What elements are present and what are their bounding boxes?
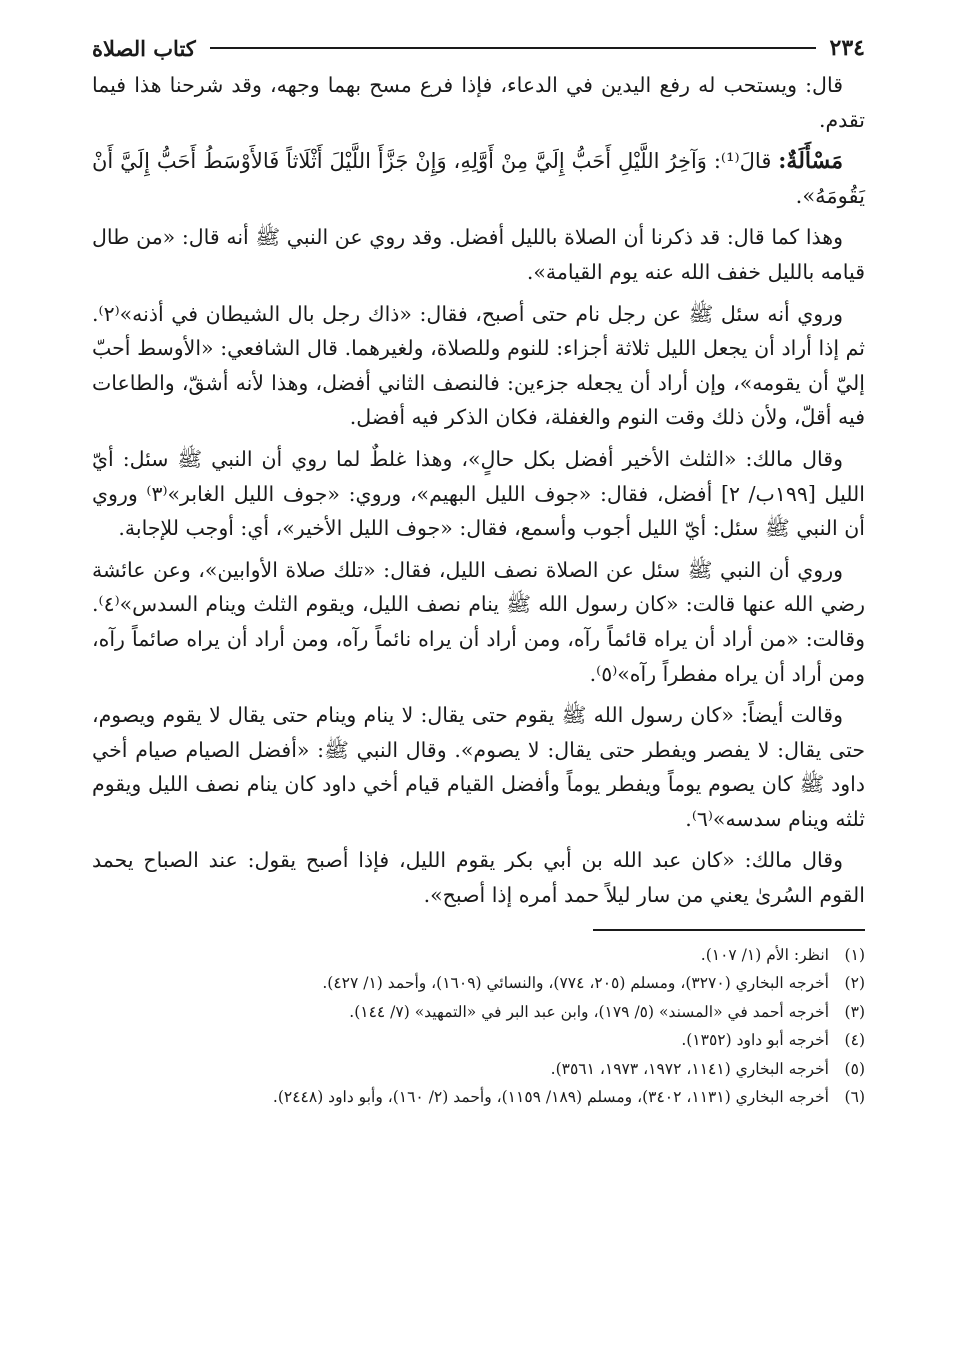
- book-title: كتاب الصلاة: [92, 35, 196, 61]
- footnote-text: أخرجه البخاري (١١٤١، ١٩٧٢، ١٩٧٣، ٣٥٦١).: [550, 1059, 829, 1078]
- footnote-text: أخرجه أحمد في «المسند» (٥/ ١٧٩)، وابن عبد البر في «التمهيد» (٧/ ١٤٤).: [349, 1002, 829, 1021]
- paragraph-1: [92, 68, 865, 137]
- paragraph-8: [92, 843, 865, 912]
- main-text: [92, 68, 865, 913]
- paragraph-6: [92, 553, 865, 691]
- footnote-separator: [593, 929, 865, 931]
- paragraph-text: وقال مالك: «الثلث الأخير أفضل بكل حالٍ»، وهذا غلطٌ لما روي أن النبي ﷺ سئل: أيّ الليل [١٩٩ب/ ٢] أفضل، فقال: «جوف الليل البهيم»، وروي: «جوف الليل الغابر»⁽٣⁾ وروي أن النبي ﷺ سئل: أيّ الليل أجوب وأسمع، فقال: «جوف الليل الأخير»، أي: أوجب للإجابة.: [92, 446, 865, 541]
- footnote-text: أخرجه البخاري (٣٢٧٠)، ومسلم (٢٠٥، ٧٧٤)، والنسائي (١٦٠٩)، وأحمد (١/ ٤٢٧).: [322, 974, 829, 993]
- footnote-5: [92, 1055, 865, 1084]
- footnote-text: أخرجه أبو داود (١٣٥٢).: [681, 1031, 829, 1050]
- paragraph-text: وروي أنه سئل ﷺ عن رجل نام حتى أصبح، فقال: «ذاك رجل بال الشيطان في أذنه»⁽٢⁾. ثم إذا أراد أن يجعل الليل ثلاثة أجزاء: للنوم وللصلاة، ولغيرهما. قال الشافعي: «الأوسط أحبّ إليّ أن يقومه»، وإن أراد أن يجعله جزءين: فالنصف الثاني أفضل، وهذا لأنه أشقّ، والطاعات فيه أقلّ، ولأن ذلك وقت النوم والغفلة، فكان الذكر فيه أفضل.: [92, 301, 865, 430]
- paragraph-text: وروي أن النبي ﷺ سئل عن الصلاة نصف الليل، فقال: «تلك صلاة الأوابين»، وعن عائشة رضي الله عنها قالت: «كان رسول الله ﷺ ينام نصف الليل، ويقوم الثلث وينام السدس»⁽٤⁾. وقالت: «من أراد أن يراه قائماً رآه، ومن أراد أن يراه نائماً رآه، ومن أراد أن يراه صائماً رآه، ومن أراد أن يراه مفطراً رآه»⁽٥⁾.: [92, 557, 865, 686]
- footnote-1: [92, 941, 865, 970]
- paragraph-text: قال: ويستحب له رفع اليدين في الدعاء، فإذا فرع مسح بهما وجهه، وقد شرحنا هذا فيما تقدم.: [92, 73, 865, 132]
- footnote-3: [92, 998, 865, 1027]
- footnote-text: أخرجه البخاري (١١٣١، ٣٤٠٢)، ومسلم (١٨٩/ ١١٥٩)، وأحمد (٢/ ١٦٠)، وأبو داود (٢٤٤٨).: [272, 1088, 829, 1107]
- footnote-6: [92, 1083, 865, 1112]
- footnote-number: (١): [844, 945, 865, 964]
- footnote-number: (٣): [844, 1002, 865, 1021]
- header-rule: [210, 47, 816, 49]
- footnote-number: (٥): [844, 1059, 865, 1078]
- footnote-number: (٤): [844, 1031, 865, 1050]
- page-number: ٢٣٤: [829, 35, 865, 61]
- footnote-number: (٦): [844, 1088, 865, 1107]
- masala-paragraph: [92, 144, 865, 213]
- footnote-4: [92, 1026, 865, 1055]
- footnotes: [92, 941, 865, 1112]
- paragraph-3: [92, 220, 865, 289]
- paragraph-5: [92, 442, 865, 546]
- paragraph-4: [92, 297, 865, 435]
- paragraph-text: وقالت أيضاً: «كان رسول الله ﷺ يقوم حتى يقال: لا ينام وينام حتى يقال لا يقوم ويصوم، حتى يقال: لا يفصر ويفطر حتى يقال: لا يصوم». وقال النبي ﷺ: «أفضل الصيام صيام أخي داود ﷺ كان يصوم يوماً ويفطر يوماً وأفضل القيام قيام أخي داود كان ينام نصف الليل ويقوم ثلثه وينام سدسه»⁽٦⁾.: [92, 703, 865, 831]
- masala-term: مَسْأَلَةٌ:: [778, 148, 844, 175]
- paragraph-7: [92, 698, 865, 836]
- paragraph-text: وهذا كما قال: قد ذكرنا أن الصلاة بالليل أفضل. وقد روي عن النبي ﷺ أنه قال: «من طال قيامه بالليل خفف الله عنه يوم القيامة».: [92, 225, 865, 284]
- footnote-text: انظر: الأم (١/ ١٠٧).: [700, 945, 829, 964]
- masala-text: قالَ⁽¹⁾: وَآخِرُ اللَّيْلِ أَحَبُّ إِلَيَّ مِنْ أَوَّلِهِ، وَإِنْ جَزَّأَ اللَّيْلَ أَثْلَاثاً فَالأَوْسَطُ أَحَبُّ إِلَيَّ أَنْ يَقُومَهُ».: [92, 149, 865, 208]
- footnote-number: (٢): [844, 974, 865, 993]
- page-header: [92, 28, 865, 68]
- paragraph-text: وقال مالك: «كان عبد الله بن أبي بكر يقوم الليل، فإذا أصبح يقول: عند الصباح يحمد القوم السُرىٰ يعني من سار ليلاً حمد أمره إذا أصبح».: [92, 848, 865, 908]
- footnote-2: [92, 969, 865, 998]
